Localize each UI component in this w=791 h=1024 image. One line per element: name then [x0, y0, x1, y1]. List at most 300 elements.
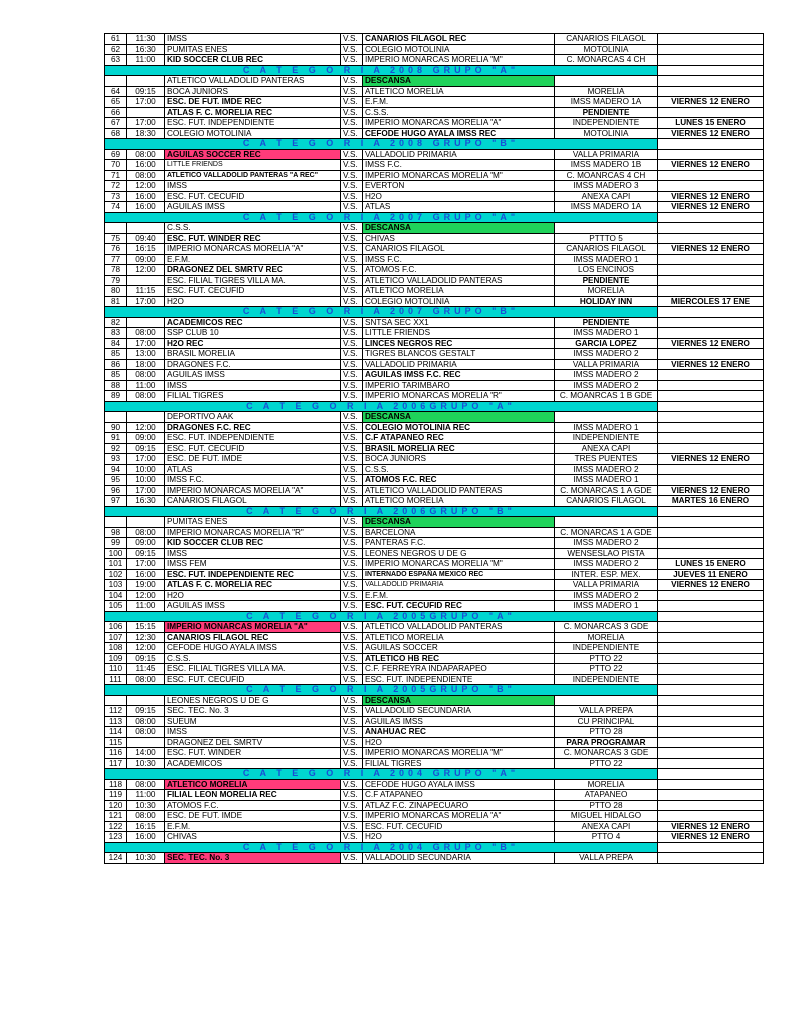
match-time: 08:00: [127, 674, 165, 685]
vs-label: V.S.: [341, 317, 363, 328]
match-time: 09:00: [127, 433, 165, 444]
away-team: COLEGIO MOTOLINIA: [363, 44, 555, 55]
home-team: H2O: [165, 590, 341, 601]
match-time: 12:00: [127, 181, 165, 192]
match-time: 18:30: [127, 128, 165, 139]
match-date: [658, 34, 764, 45]
home-team: IMSS F.C.: [165, 475, 341, 486]
match-number: 65: [105, 97, 127, 108]
match-number: 102: [105, 569, 127, 580]
match-date: [658, 758, 764, 769]
venue: ANEXA CAPI: [555, 191, 658, 202]
home-team: AGUILAS IMSS: [165, 601, 341, 612]
category-date-blank: [658, 401, 764, 412]
venue: ATAPANEO: [555, 790, 658, 801]
away-team: ATLAS: [363, 202, 555, 213]
home-team: IMSS: [165, 34, 341, 45]
match-time: 16:30: [127, 44, 165, 55]
vs-label: V.S.: [341, 727, 363, 738]
match-time: 10:30: [127, 758, 165, 769]
match-row: [105, 44, 764, 55]
match-number: 61: [105, 34, 127, 45]
match-date: [658, 527, 764, 538]
venue: IMSS MADERO 1: [555, 254, 658, 265]
match-number: 115: [105, 737, 127, 748]
match-row: [105, 811, 764, 822]
match-number: 101: [105, 559, 127, 570]
category-title: C A T E G O R I A 2005GRUPO "B": [105, 685, 658, 696]
match-row: [105, 433, 764, 444]
home-team: H2O: [165, 296, 341, 307]
venue: IMSS MADERO 1: [555, 601, 658, 612]
match-date: JUEVES 11 ENERO: [658, 569, 764, 580]
home-team: CHIVAS: [165, 832, 341, 843]
match-date: [658, 727, 764, 738]
match-time: 16:00: [127, 191, 165, 202]
home-team: AGUILAS SOCCER REC: [165, 149, 341, 160]
category-date-blank: [658, 611, 764, 622]
match-date: [658, 422, 764, 433]
home-team: ATLETICO VALLADOLID PANTERAS "A REC": [165, 170, 341, 181]
match-number: [105, 412, 127, 423]
match-date: [658, 632, 764, 643]
match-row: [105, 76, 764, 87]
away-team: BOCA JUNIORS: [363, 454, 555, 465]
match-row: [105, 128, 764, 139]
away-team: CANARIOS FILAGOL REC: [363, 34, 555, 45]
match-time: [127, 695, 165, 706]
match-row: [105, 748, 764, 759]
match-number: 114: [105, 727, 127, 738]
venue: IMSS MADERO 1: [555, 422, 658, 433]
match-number: 89: [105, 391, 127, 402]
venue: [555, 223, 658, 234]
match-time: 11:00: [127, 601, 165, 612]
match-row: [105, 727, 764, 738]
away-team: VALLADOLID PRIMARIA: [363, 149, 555, 160]
away-team: EVERTON: [363, 181, 555, 192]
match-row: [105, 118, 764, 129]
category-title: C A T E G O R I A 2004 GRUPO "B": [105, 842, 658, 853]
match-number: 116: [105, 748, 127, 759]
away-team: ATOMOS F.C. REC: [363, 475, 555, 486]
vs-label: V.S.: [341, 779, 363, 790]
home-team: ESC. FUT. CECUFID: [165, 443, 341, 454]
vs-label: V.S.: [341, 149, 363, 160]
match-schedule-table: [104, 33, 764, 864]
home-team: IMSS: [165, 181, 341, 192]
home-team: C.S.S.: [165, 223, 341, 234]
category-title: C A T E G O R I A 2004 GRUPO "A": [105, 769, 658, 780]
match-time: [127, 275, 165, 286]
home-team: ATLAS F. C. MORELIA REC: [165, 580, 341, 591]
venue: MORELIA: [555, 632, 658, 643]
vs-label: V.S.: [341, 748, 363, 759]
category-date-blank: [658, 307, 764, 318]
venue: PENDIENTE: [555, 275, 658, 286]
home-team: DRAGONEZ DEL SMRTV REC: [165, 265, 341, 276]
match-time: 18:00: [127, 359, 165, 370]
venue: ANEXA CAPI: [555, 443, 658, 454]
match-time: [127, 76, 165, 87]
venue: C. MOANRCAS 4 CH: [555, 170, 658, 181]
home-team: H2O REC: [165, 338, 341, 349]
match-number: 62: [105, 44, 127, 55]
match-row: [105, 790, 764, 801]
match-number: [105, 517, 127, 528]
vs-label: V.S.: [341, 97, 363, 108]
match-date: VIERNES 12 ENERO: [658, 338, 764, 349]
match-row: [105, 653, 764, 664]
category-title: C A T E G O R I A 2008 GRUPO "A": [105, 65, 658, 76]
venue: PTTTO 5: [555, 233, 658, 244]
match-number: 119: [105, 790, 127, 801]
match-date: VIERNES 12 ENERO: [658, 97, 764, 108]
match-number: 117: [105, 758, 127, 769]
match-date: [658, 412, 764, 423]
home-team: E.F.M.: [165, 821, 341, 832]
match-row: [105, 338, 764, 349]
match-time: 12:00: [127, 265, 165, 276]
home-team: IMPERIO MONARCAS MORELIA "R": [165, 527, 341, 538]
match-number: 113: [105, 716, 127, 727]
away-team: ESC. FUT. CECUFID: [363, 821, 555, 832]
match-row: [105, 737, 764, 748]
match-number: 74: [105, 202, 127, 213]
match-date: [658, 779, 764, 790]
match-time: 12:30: [127, 632, 165, 643]
vs-label: V.S.: [341, 86, 363, 97]
category-header-row: [105, 401, 764, 412]
vs-label: V.S.: [341, 454, 363, 465]
away-team: IMPERIO MONARCAS MORELIA "M": [363, 559, 555, 570]
category-title: C A T E G O R I A 2006GRUPO "B": [105, 506, 658, 517]
home-team: ESC. FUT. WINDER: [165, 748, 341, 759]
vs-label: V.S.: [341, 223, 363, 234]
match-time: 11:45: [127, 664, 165, 675]
home-team: SSP CLUB 10: [165, 328, 341, 339]
away-team: ATLETICO MORELIA: [363, 286, 555, 297]
match-date: [658, 254, 764, 265]
schedule-body: [105, 34, 764, 864]
venue: VALLA PRIMARIA: [555, 580, 658, 591]
vs-label: V.S.: [341, 464, 363, 475]
venue: LOS ENCINOS: [555, 265, 658, 276]
match-time: 12:00: [127, 590, 165, 601]
away-team: AGUILAS IMSS F.C. REC: [363, 370, 555, 381]
match-date: [658, 107, 764, 118]
match-number: 124: [105, 853, 127, 864]
venue: CANARIOS FILAGOL: [555, 34, 658, 45]
home-team: C.S.S.: [165, 653, 341, 664]
match-time: 08:00: [127, 149, 165, 160]
match-time: 17:00: [127, 118, 165, 129]
match-number: 92: [105, 443, 127, 454]
category-header-row: [105, 212, 764, 223]
match-number: 79: [105, 275, 127, 286]
away-team: CEFODE HUGO AYALA IMSS: [363, 779, 555, 790]
home-team: IMPERIO MONARCAS MORELIA "A": [165, 622, 341, 633]
home-team: DRAGONEZ DEL SMRTV: [165, 737, 341, 748]
vs-label: V.S.: [341, 601, 363, 612]
match-date: LUNES 15 ENERO: [658, 559, 764, 570]
home-team: LITTLE FRIENDS: [165, 160, 341, 171]
away-team: C.F. FERREYRA INDAPARAPEO: [363, 664, 555, 675]
match-time: [127, 737, 165, 748]
away-team: ATLETICO HB REC: [363, 653, 555, 664]
away-team: VALLADOLID SECUNDARIA: [363, 706, 555, 717]
match-time: 09:00: [127, 254, 165, 265]
vs-label: V.S.: [341, 55, 363, 66]
match-number: 99: [105, 538, 127, 549]
away-team: IMPERIO TARIMBARO: [363, 380, 555, 391]
match-row: [105, 674, 764, 685]
match-row: [105, 779, 764, 790]
home-team: ESC. FUT. CECUFID: [165, 191, 341, 202]
vs-label: V.S.: [341, 653, 363, 664]
home-team: FILIAL TIGRES: [165, 391, 341, 402]
vs-label: V.S.: [341, 160, 363, 171]
match-time: 17:00: [127, 559, 165, 570]
vs-label: V.S.: [341, 170, 363, 181]
category-date-blank: [658, 685, 764, 696]
match-number: 103: [105, 580, 127, 591]
match-number: 112: [105, 706, 127, 717]
match-row: [105, 149, 764, 160]
match-date: [658, 349, 764, 360]
match-row: [105, 517, 764, 528]
match-date: [658, 790, 764, 801]
match-time: 16:00: [127, 569, 165, 580]
venue: HOLIDAY INN: [555, 296, 658, 307]
match-row: [105, 317, 764, 328]
match-row: [105, 370, 764, 381]
match-number: 93: [105, 454, 127, 465]
venue: MOTOLINIA: [555, 128, 658, 139]
category-header-row: [105, 611, 764, 622]
vs-label: V.S.: [341, 538, 363, 549]
vs-label: V.S.: [341, 380, 363, 391]
category-title: C A T E G O R I A 2008 GRUPO "B": [105, 139, 658, 150]
match-row: [105, 464, 764, 475]
venue: IMSS MADERO 2: [555, 380, 658, 391]
match-number: 78: [105, 265, 127, 276]
vs-label: V.S.: [341, 674, 363, 685]
vs-label: V.S.: [341, 296, 363, 307]
away-team: CEFODE HUGO AYALA IMSS REC: [363, 128, 555, 139]
match-time: 17:00: [127, 485, 165, 496]
match-row: [105, 55, 764, 66]
away-team: PANTERAS F.C.: [363, 538, 555, 549]
category-title: C A T E G O R I A 2007 GRUPO "A": [105, 212, 658, 223]
match-row: [105, 86, 764, 97]
match-time: 08:00: [127, 727, 165, 738]
venue: TRES PUENTES: [555, 454, 658, 465]
match-date: VIERNES 12 ENERO: [658, 202, 764, 213]
home-team: E.F.M.: [165, 254, 341, 265]
match-row: [105, 832, 764, 843]
vs-label: V.S.: [341, 370, 363, 381]
match-time: 17:00: [127, 454, 165, 465]
vs-label: V.S.: [341, 800, 363, 811]
vs-label: V.S.: [341, 716, 363, 727]
match-row: [105, 821, 764, 832]
match-number: 73: [105, 191, 127, 202]
away-team: ANAHUAC REC: [363, 727, 555, 738]
venue: PTTO 28: [555, 727, 658, 738]
away-team: ATLETICO MORELIA: [363, 496, 555, 507]
match-row: [105, 454, 764, 465]
match-date: [658, 433, 764, 444]
match-time: 19:00: [127, 580, 165, 591]
category-header-row: [105, 506, 764, 517]
away-team: IMPERIO MONARCAS MORELIA "A": [363, 118, 555, 129]
away-team: COLEGIO MOTOLINIA: [363, 296, 555, 307]
vs-label: V.S.: [341, 107, 363, 118]
vs-label: V.S.: [341, 790, 363, 801]
match-date: [658, 328, 764, 339]
match-time: 14:00: [127, 748, 165, 759]
match-time: 10:30: [127, 800, 165, 811]
match-number: 122: [105, 821, 127, 832]
match-row: [105, 170, 764, 181]
away-team: ATLETICO MORELIA: [363, 632, 555, 643]
match-time: 10:00: [127, 464, 165, 475]
home-team: AGUILAS IMSS: [165, 202, 341, 213]
match-date: VIERNES 12 ENERO: [658, 832, 764, 843]
match-date: VIERNES 12 ENERO: [658, 244, 764, 255]
match-row: [105, 34, 764, 45]
venue: IMSS MADERO 2: [555, 559, 658, 570]
vs-label: V.S.: [341, 496, 363, 507]
match-row: [105, 590, 764, 601]
match-row: [105, 181, 764, 192]
match-date: [658, 233, 764, 244]
match-date: VIERNES 12 ENERO: [658, 821, 764, 832]
match-time: 17:00: [127, 97, 165, 108]
match-row: [105, 622, 764, 633]
vs-label: V.S.: [341, 391, 363, 402]
match-row: [105, 380, 764, 391]
away-team: FILIAL TIGRES: [363, 758, 555, 769]
away-team: ATLETICO VALLADOLID PANTERAS: [363, 485, 555, 496]
match-row: [105, 706, 764, 717]
match-row: [105, 233, 764, 244]
match-number: 108: [105, 643, 127, 654]
vs-label: V.S.: [341, 559, 363, 570]
venue: VALLA PRIMARIA: [555, 149, 658, 160]
match-number: 64: [105, 86, 127, 97]
vs-label: V.S.: [341, 275, 363, 286]
venue: IMSS MADERO 2: [555, 370, 658, 381]
venue: [555, 695, 658, 706]
vs-label: V.S.: [341, 811, 363, 822]
match-row: [105, 328, 764, 339]
home-team: SUEUM: [165, 716, 341, 727]
match-time: [127, 317, 165, 328]
match-number: 96: [105, 485, 127, 496]
match-row: [105, 716, 764, 727]
match-row: [105, 244, 764, 255]
match-date: VIERNES 12 ENERO: [658, 191, 764, 202]
vs-label: V.S.: [341, 44, 363, 55]
match-row: [105, 643, 764, 654]
match-date: [658, 380, 764, 391]
venue: IMSS MADERO 1A: [555, 202, 658, 213]
away-team: LINCES NEGROS REC: [363, 338, 555, 349]
home-team: DRAGONES F.C. REC: [165, 422, 341, 433]
home-team: IMSS: [165, 380, 341, 391]
match-row: [105, 548, 764, 559]
away-team: TIGRES BLANCOS GESTALT: [363, 349, 555, 360]
match-time: 08:00: [127, 328, 165, 339]
match-number: 75: [105, 233, 127, 244]
match-date: VIERNES 12 ENERO: [658, 128, 764, 139]
match-date: [658, 548, 764, 559]
vs-label: V.S.: [341, 349, 363, 360]
match-date: [658, 275, 764, 286]
vs-label: V.S.: [341, 286, 363, 297]
home-team: DRAGONES F.C.: [165, 359, 341, 370]
vs-label: V.S.: [341, 34, 363, 45]
vs-label: V.S.: [341, 265, 363, 276]
vs-label: V.S.: [341, 758, 363, 769]
match-row: [105, 443, 764, 454]
venue: VALLA PREPA: [555, 706, 658, 717]
vs-label: V.S.: [341, 412, 363, 423]
venue: IMSS MADERO 2: [555, 349, 658, 360]
match-date: MIERCOLES 17 ENE: [658, 296, 764, 307]
home-team: SEC. TEC. No. 3: [165, 706, 341, 717]
venue: C. MONARCAS 4 CH: [555, 55, 658, 66]
away-team: DESCANSA: [363, 76, 555, 87]
venue: PTTO 22: [555, 653, 658, 664]
match-number: 70: [105, 160, 127, 171]
match-time: 11:00: [127, 790, 165, 801]
away-team: DESCANSA: [363, 412, 555, 423]
match-time: 16:15: [127, 244, 165, 255]
venue: C. MONARCAS 1 A GDE: [555, 485, 658, 496]
vs-label: V.S.: [341, 548, 363, 559]
match-row: [105, 107, 764, 118]
match-number: 72: [105, 181, 127, 192]
match-number: 120: [105, 800, 127, 811]
match-date: [658, 265, 764, 276]
match-row: [105, 412, 764, 423]
away-team: H2O: [363, 832, 555, 843]
match-row: [105, 391, 764, 402]
venue: C. MOANRCAS 1 B GDE: [555, 391, 658, 402]
match-row: [105, 664, 764, 675]
match-time: 12:00: [127, 643, 165, 654]
home-team: KID SOCCER CLUB REC: [165, 55, 341, 66]
match-row: [105, 275, 764, 286]
vs-label: V.S.: [341, 706, 363, 717]
match-row: [105, 695, 764, 706]
venue: CANARIOS FILAGOL: [555, 496, 658, 507]
match-number: [105, 223, 127, 234]
match-date: [658, 664, 764, 675]
home-team: BRASIL MORELIA: [165, 349, 341, 360]
venue: VALLA PREPA: [555, 853, 658, 864]
away-team: IMPERIO MONARCAS MORELIA "A": [363, 811, 555, 822]
match-number: 85: [105, 349, 127, 360]
home-team: ATLAS F. C. MORELIA REC: [165, 107, 341, 118]
home-team: PUMITAS ENES: [165, 44, 341, 55]
match-row: [105, 475, 764, 486]
vs-label: V.S.: [341, 254, 363, 265]
venue: INDEPENDIENTE: [555, 674, 658, 685]
